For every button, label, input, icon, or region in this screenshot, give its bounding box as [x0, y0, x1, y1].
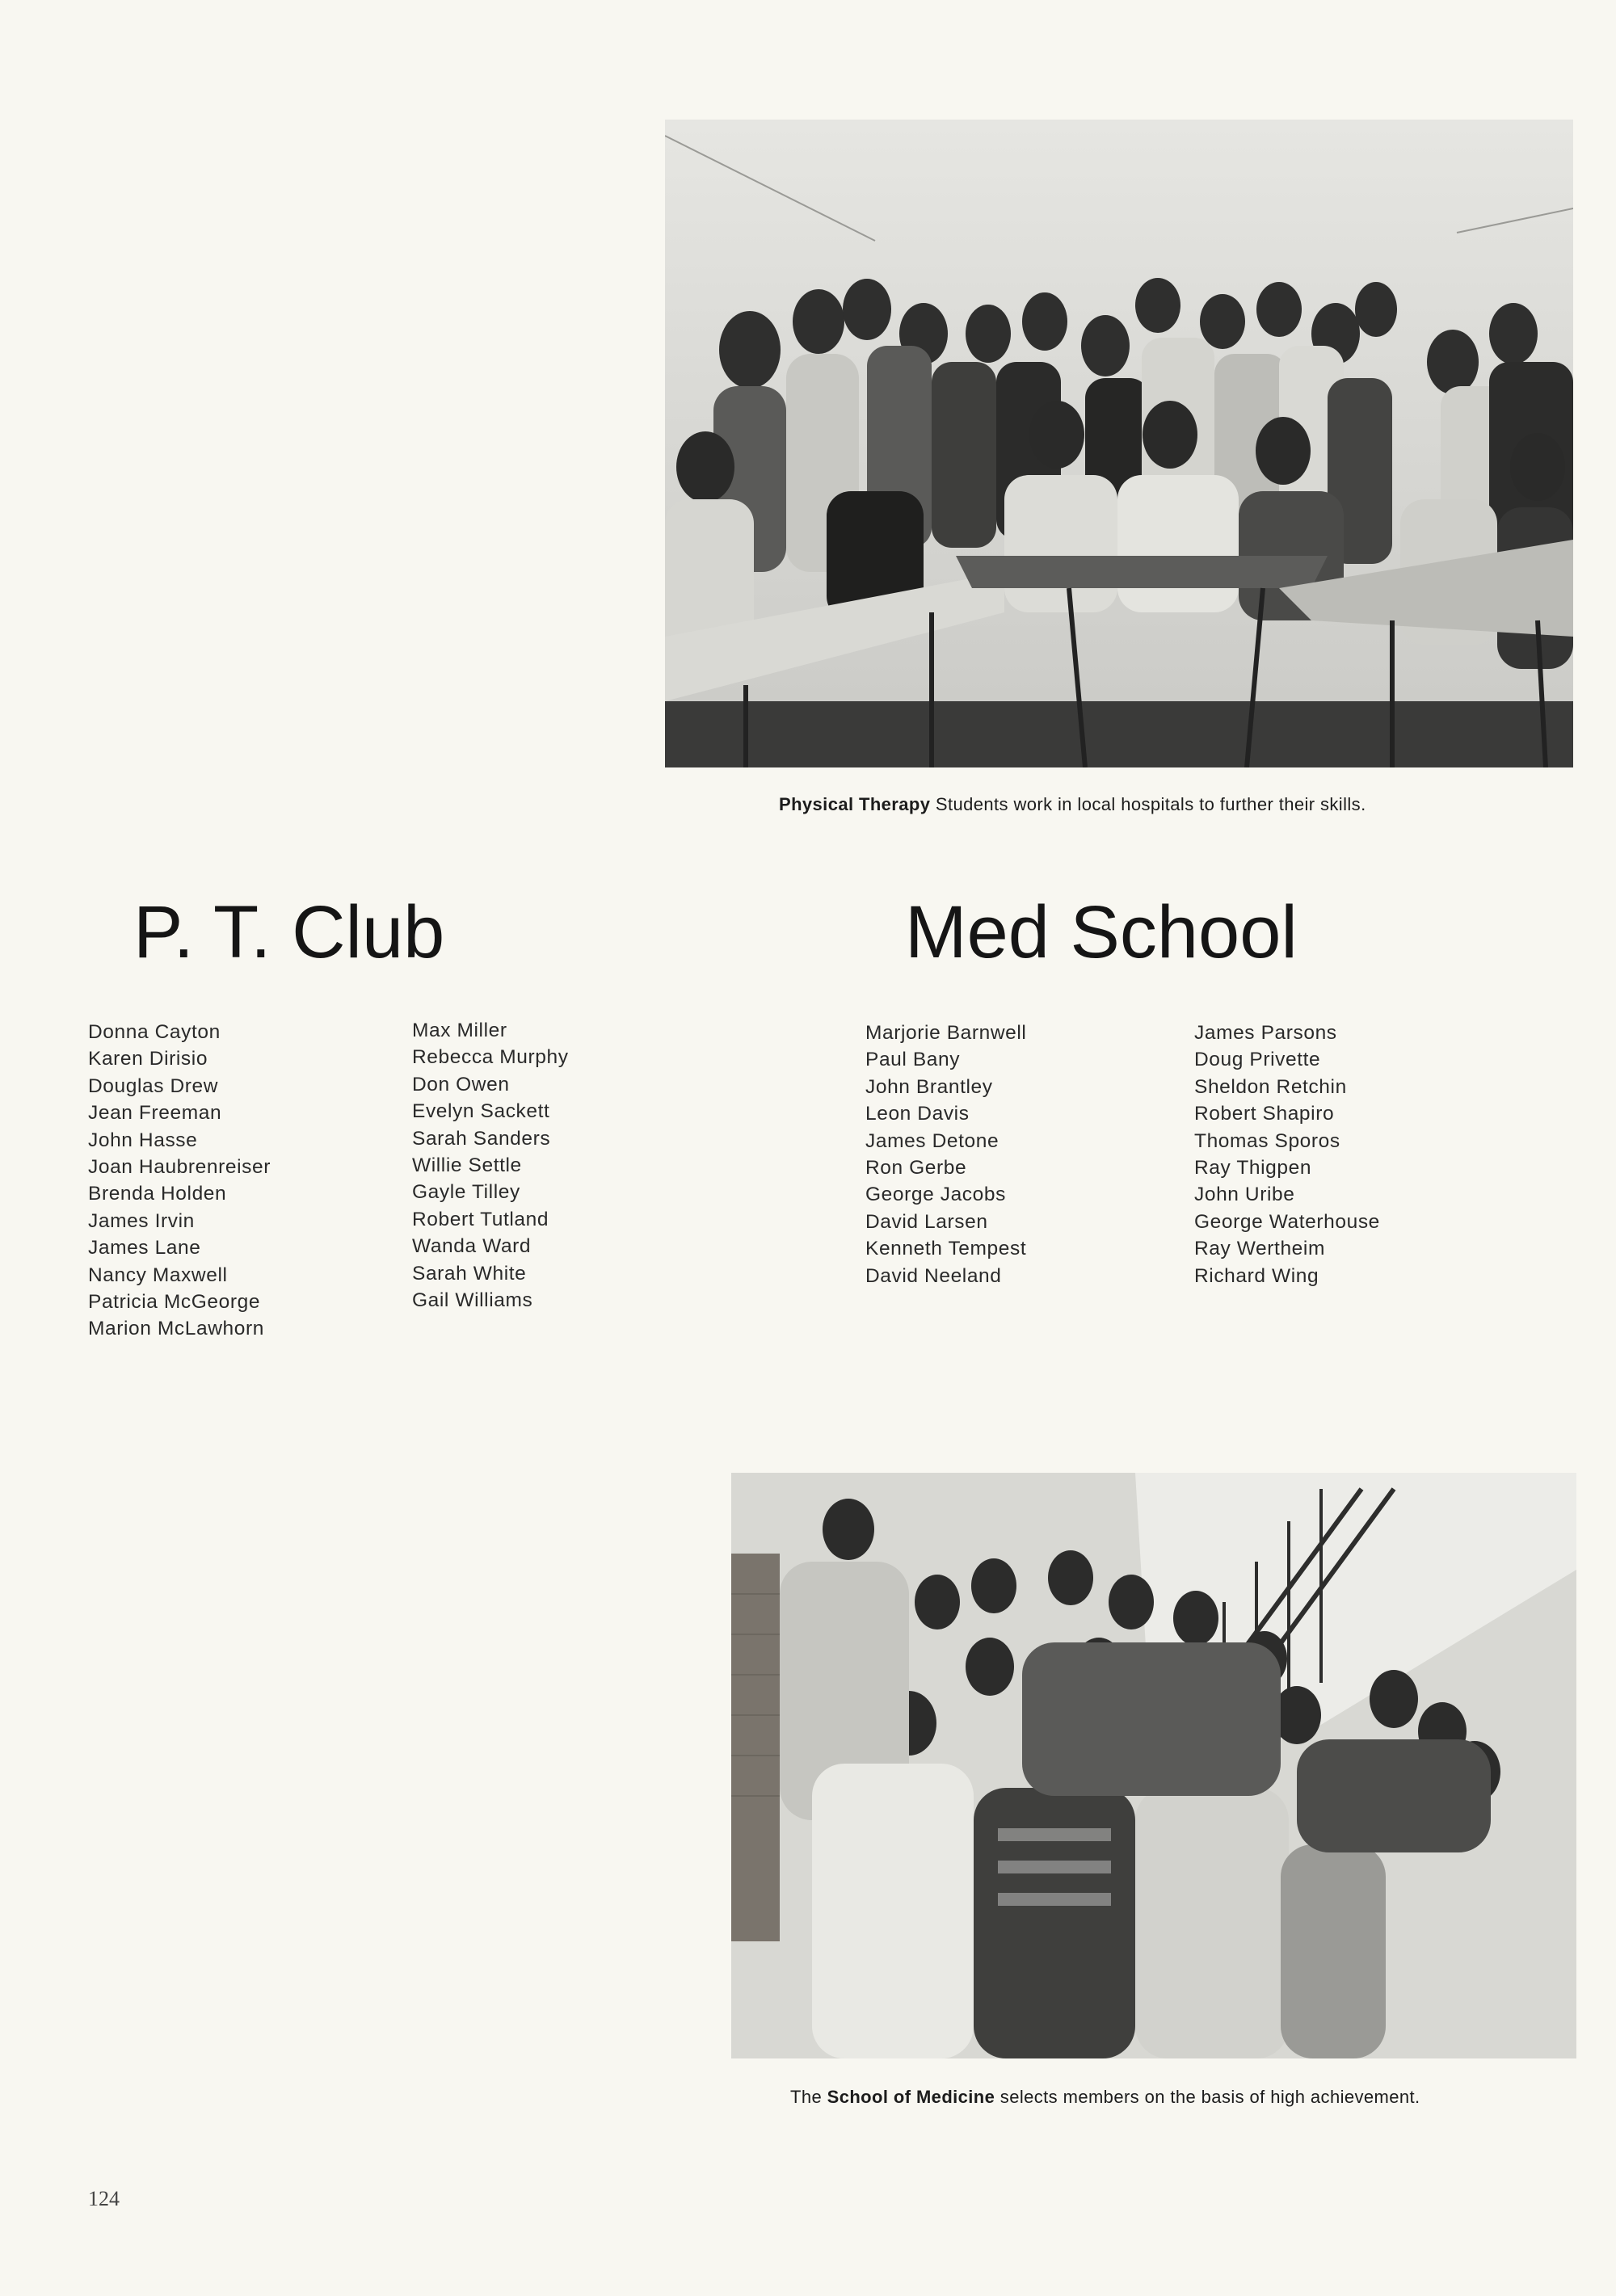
member-name: Patricia McGeorge — [88, 1291, 261, 1314]
member-name: Doug Privette — [1194, 1049, 1321, 1071]
member-name: Evelyn Sackett — [412, 1100, 550, 1123]
member-name: Ray Wertheim — [1194, 1238, 1325, 1260]
member-name: Donna Cayton — [88, 1021, 221, 1043]
member-name: John Brantley — [865, 1075, 993, 1098]
member-name: James Parsons — [1194, 1022, 1337, 1044]
member-name: Marjorie Barnwell — [865, 1022, 1027, 1044]
member-name: Max Miller — [412, 1020, 507, 1041]
member-name: Gail Williams — [412, 1289, 533, 1312]
page-number: 124 — [88, 2187, 120, 2210]
member-name: Karen Dirisio — [88, 1048, 208, 1070]
pt-club-members-column-2 — [412, 1017, 569, 1314]
member-name: David Neeland — [865, 1264, 1002, 1287]
member-name: Joan Haubrenreiser — [88, 1156, 271, 1179]
member-name: Robert Tutland — [412, 1208, 549, 1230]
caption-bold-text: Physical Therapy — [779, 794, 931, 814]
member-name: George Waterhouse — [1194, 1210, 1380, 1233]
member-name: Paul Bany — [865, 1049, 961, 1071]
member-name: Leon Davis — [865, 1103, 970, 1125]
member-name: Rebecca Murphy — [412, 1046, 569, 1069]
member-name: Don Owen — [412, 1073, 510, 1095]
member-name: Ron Gerbe — [865, 1157, 967, 1180]
member-name: Sarah Sanders — [412, 1127, 551, 1150]
member-name: George Jacobs — [865, 1184, 1006, 1206]
member-name: Sarah White — [412, 1262, 527, 1285]
med-school-heading: Med School — [905, 891, 1298, 973]
member-name: Richard Wing — [1194, 1264, 1319, 1287]
medicine-photo-illustration — [731, 1473, 1576, 2058]
pt-club-members-column-1 — [88, 1019, 271, 1343]
caption-bold-text: School of Medicine — [827, 2087, 995, 2107]
member-name: Kenneth Tempest — [865, 1238, 1027, 1260]
member-name: James Detone — [865, 1129, 999, 1152]
member-name: Wanda Ward — [412, 1235, 532, 1258]
physical-therapy-photo-illustration — [665, 120, 1573, 767]
member-name: Brenda Holden — [88, 1183, 227, 1205]
member-name: Thomas Sporos — [1194, 1129, 1340, 1152]
member-name: Marion McLawhorn — [88, 1318, 264, 1340]
member-name: John Uribe — [1194, 1184, 1295, 1206]
member-name: Willie Settle — [412, 1154, 522, 1177]
member-name: James Lane — [88, 1237, 201, 1259]
med-school-members-column-1 — [865, 1020, 1026, 1289]
member-name: Sheldon Retchin — [1194, 1075, 1347, 1098]
school-of-medicine-group-photo — [731, 1473, 1576, 2058]
caption-text: The — [790, 2087, 827, 2107]
member-name: Robert Shapiro — [1194, 1103, 1335, 1125]
member-name: David Larsen — [865, 1210, 988, 1233]
member-name: James Irvin — [88, 1209, 195, 1232]
member-name: Gayle Tilley — [412, 1181, 520, 1204]
member-name: John Hasse — [88, 1129, 198, 1151]
med-school-members-column-2 — [1194, 1020, 1380, 1289]
member-name: Jean Freeman — [88, 1102, 222, 1125]
caption-text: Students work in local hospitals to further their skills. — [930, 794, 1366, 814]
member-name: Douglas Drew — [88, 1074, 219, 1097]
physical-therapy-group-photo — [665, 120, 1573, 767]
member-name: Nancy Maxwell — [88, 1264, 228, 1286]
school-of-medicine-photo-caption — [790, 2087, 1420, 2108]
caption-text: selects members on the basis of high achievement. — [995, 2087, 1420, 2107]
member-name: Ray Thigpen — [1194, 1157, 1312, 1180]
pt-club-heading: P. T. Club — [133, 891, 445, 973]
physical-therapy-photo-caption — [779, 794, 1366, 815]
